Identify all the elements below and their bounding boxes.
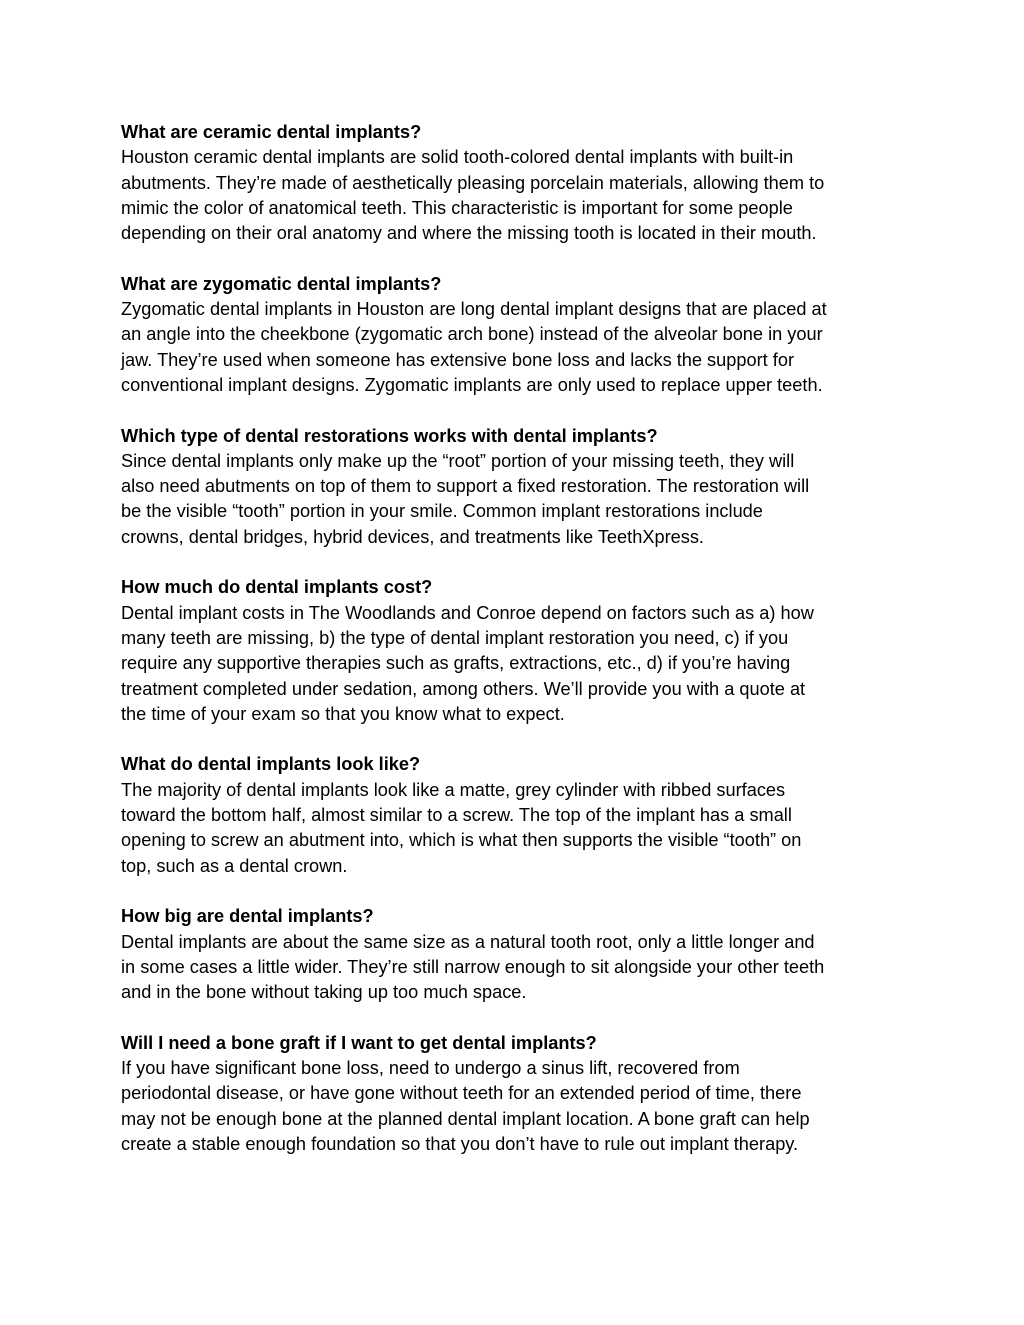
answer-line: jaw. They’re used when someone has extensive bone loss and lacks the support for <box>121 349 794 370</box>
faq-answer <box>121 297 911 398</box>
faq-question: How much do dental implants cost? <box>121 577 433 598</box>
faq-answer <box>121 930 911 1006</box>
answer-line: Since dental implants only make up the “root” portion of your missing teeth, they will <box>121 450 795 471</box>
answer-line: crowns, dental bridges, hybrid devices, and treatments like TeethXpress. <box>121 526 704 547</box>
faq-question: What are zygomatic dental implants? <box>121 273 442 294</box>
answer-line: also need abutments on top of them to support a fixed restoration. The restoration will <box>121 476 810 497</box>
answer-line: depending on their oral anatomy and where the missing tooth is located in their mouth. <box>121 223 817 244</box>
faq-answer <box>121 145 911 246</box>
answer-line: mimic the color of anatomical teeth. This characteristic is important for some people <box>121 197 793 218</box>
answer-line: be the visible “tooth” portion in your smile. Common implant restorations include <box>121 501 763 522</box>
answer-line: Dental implants are about the same size as a natural tooth root, only a little longer and <box>121 931 815 952</box>
answer-line: conventional implant designs. Zygomatic implants are only used to replace upper teeth. <box>121 374 823 395</box>
answer-line: and in the bone without taking up too much space. <box>121 982 527 1003</box>
faq-question: Will I need a bone graft if I want to get dental implants? <box>121 1032 597 1053</box>
answer-line: Dental implant costs in The Woodlands and Conroe depend on factors such as a) how <box>121 602 814 623</box>
answer-line: Zygomatic dental implants in Houston are long dental implant designs that are placed at <box>121 299 827 320</box>
answer-line: abutments. They’re made of aesthetically pleasing porcelain materials, allowing them to <box>121 172 825 193</box>
answer-line: periodontal disease, or have gone without teeth for an extended period of time, there <box>121 1083 802 1104</box>
answer-line: treatment completed under sedation, among others. We’ll provide you with a quote at <box>121 678 806 699</box>
answer-line: toward the bottom half, almost similar to a screw. The top of the implant has a small <box>121 805 792 826</box>
faq-size <box>121 904 911 1005</box>
answer-line: opening to screw an abutment into, which is what then supports the visible “tooth” on <box>121 830 802 851</box>
answer-line: require any supportive therapies such as grafts, extractions, etc., d) if you’re having <box>121 653 791 674</box>
document-page <box>121 120 911 1182</box>
answer-line: If you have significant bone loss, need to undergo a sinus lift, recovered from <box>121 1057 740 1078</box>
answer-line: an angle into the cheekbone (zygomatic arch bone) instead of the alveolar bone in your <box>121 324 823 345</box>
answer-line: the time of your exam so that you know what to expect. <box>121 703 565 724</box>
answer-line: may not be enough bone at the planned dental implant location. A bone graft can help <box>121 1108 810 1129</box>
answer-line: Houston ceramic dental implants are solid tooth-colored dental implants with built-in <box>121 147 794 168</box>
answer-line: create a stable enough foundation so that you don’t have to rule out implant therapy. <box>121 1133 799 1154</box>
answer-line: many teeth are missing, b) the type of dental implant restoration you need, c) if you <box>121 627 789 648</box>
answer-line: The majority of dental implants look like a matte, grey cylinder with ribbed surfaces <box>121 779 786 800</box>
faq-cost <box>121 575 911 727</box>
faq-answer <box>121 1056 911 1157</box>
faq-answer <box>121 449 911 550</box>
answer-line: top, such as a dental crown. <box>121 855 348 876</box>
faq-restorations <box>121 424 911 550</box>
faq-question: How big are dental implants? <box>121 906 374 927</box>
faq-answer <box>121 601 911 727</box>
faq-question: What are ceramic dental implants? <box>121 122 422 142</box>
faq-answer <box>121 778 911 879</box>
faq-question: Which type of dental restorations works with dental implants? <box>121 425 658 446</box>
faq-ceramic-implants <box>121 120 911 246</box>
faq-bone-graft <box>121 1031 911 1157</box>
answer-line: in some cases a little wider. They’re still narrow enough to sit alongside your other teeth <box>121 956 825 977</box>
faq-question: What do dental implants look like? <box>121 754 421 775</box>
faq-appearance <box>121 752 911 878</box>
faq-zygomatic-implants <box>121 272 911 398</box>
